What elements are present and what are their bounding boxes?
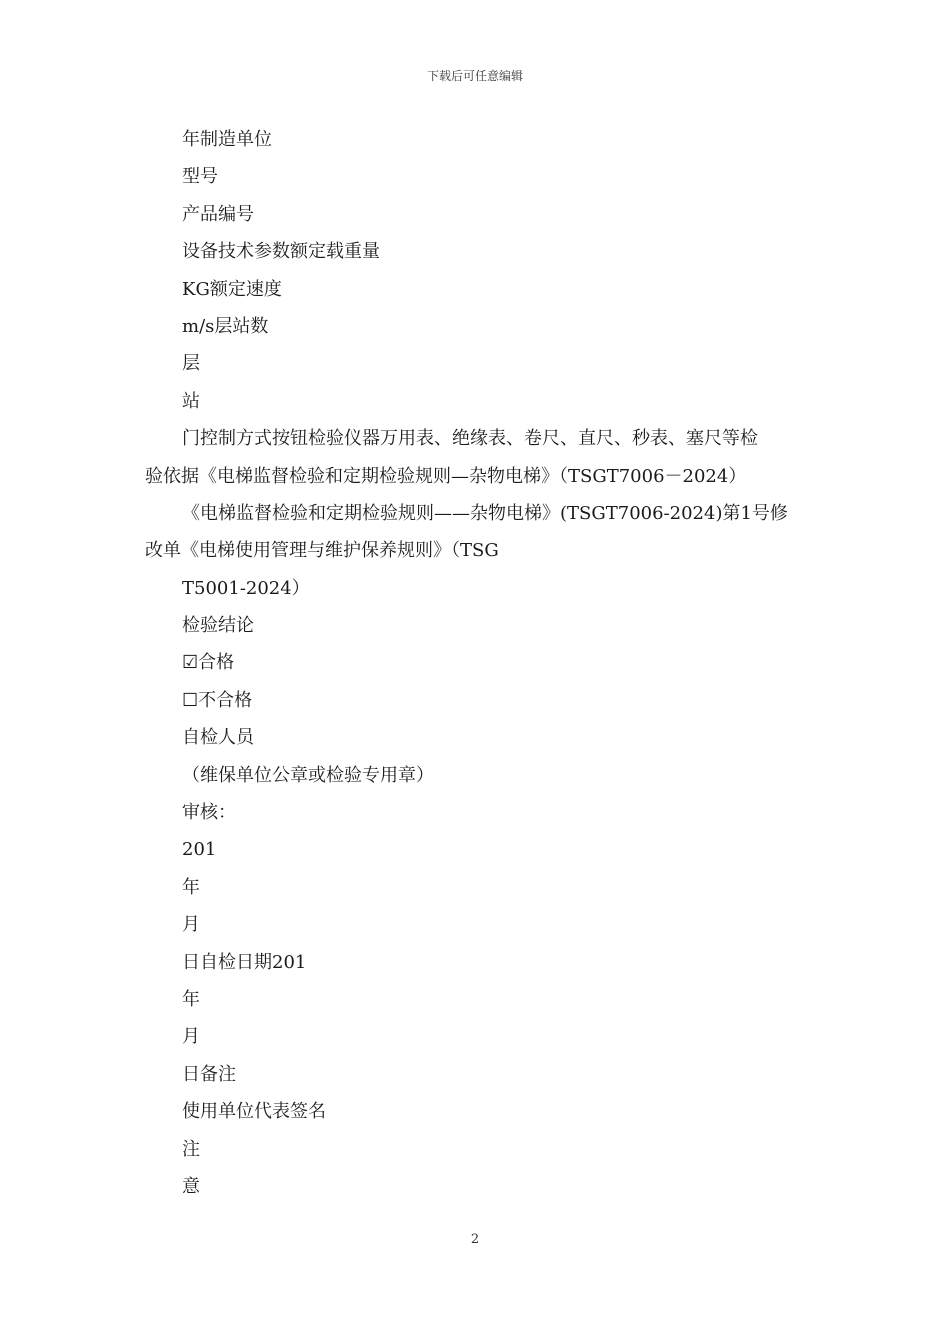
text-line-user-signature: 使用单位代表签名: [182, 1101, 326, 1123]
page-number: 2: [470, 1232, 480, 1247]
text-line-year: 年: [182, 876, 200, 898]
text-line-remarks: 日备注: [182, 1063, 236, 1085]
paragraph-line: 改单《电梯使用管理与维护保养规则》（TSG: [145, 540, 499, 562]
text-line-manufacturer: 年制造单位: [182, 129, 272, 150]
checkbox-qualified: ☑合格: [182, 652, 235, 674]
text-line-product-number: 产品编号: [182, 203, 254, 225]
checkbox-unqualified: ☐不合格: [182, 689, 253, 711]
text-line-floor: 层: [182, 353, 200, 375]
text-line-year-value: 201: [182, 839, 217, 861]
text-line-station: 站: [182, 390, 200, 412]
text-line-inspector: 自检人员: [182, 727, 254, 749]
paragraph-regulations: [145, 495, 810, 570]
text-line-model: 型号: [182, 166, 218, 188]
text-line-conclusion: 检验结论: [182, 615, 254, 637]
text-line-rated-speed: KG额定速度: [182, 278, 282, 300]
text-line-note-2: 意: [182, 1175, 200, 1197]
text-line-floors-stations: m/s层站数: [182, 315, 269, 337]
document-body: [145, 121, 810, 1205]
text-line-self-check-date: 日自检日期201: [182, 951, 307, 973]
text-line-review: 审核：: [182, 802, 236, 824]
paragraph-line: 《电梯监督检验和定期检验规则——杂物电梯》(TSGT7006-2024)第1号修: [182, 502, 788, 524]
text-line-month: 月: [182, 914, 200, 936]
text-line-regulation-code: T5001-2024）: [182, 577, 310, 599]
paragraph-line: 验依据《电梯监督检验和定期检验规则—杂物电梯》（TSGT7006－2024）: [145, 465, 747, 487]
text-line-rated-load: 设备技术参数额定载重量: [182, 241, 380, 263]
text-line-month-2: 月: [182, 1026, 200, 1048]
text-line-year-2: 年: [182, 988, 200, 1010]
text-line-note-1: 注: [182, 1138, 200, 1160]
text-line-seal: （维保单位公章或检验专用章）: [182, 764, 434, 786]
paragraph-inspection-instruments: [145, 420, 810, 495]
paragraph-line: 门控制方式按钮检验仪器万用表、绝缘表、卷尺、直尺、秒表、塞尺等检: [182, 428, 758, 450]
page-header: 下载后可任意编辑: [426, 69, 523, 83]
